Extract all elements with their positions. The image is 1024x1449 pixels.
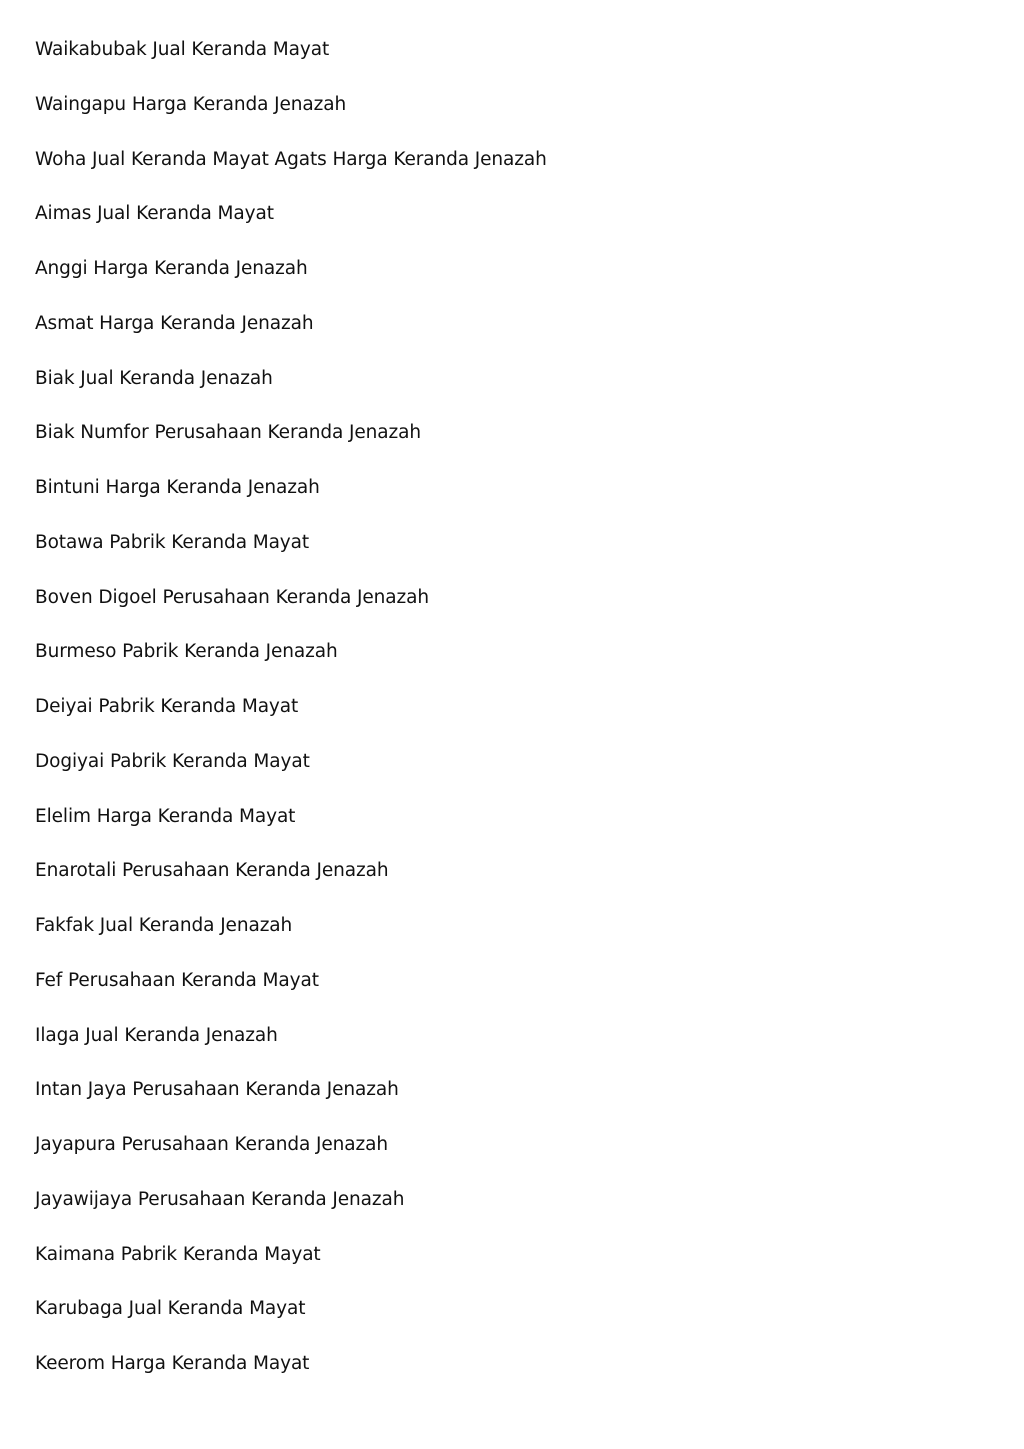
text-line: Boven Digoel Perusahaan Keranda Jenazah xyxy=(35,586,429,608)
text-line: Aimas Jual Keranda Mayat xyxy=(35,203,274,225)
text-line: Jayapura Perusahaan Keranda Jenazah xyxy=(35,1134,388,1155)
text-line: Intan Jaya Perusahaan Keranda Jenazah xyxy=(35,1079,399,1101)
text-line: Bintuni Harga Keranda Jenazah xyxy=(35,477,320,498)
text-line: Enarotali Perusahaan Keranda Jenazah xyxy=(35,860,389,882)
text-line: Burmeso Pabrik Keranda Jenazah xyxy=(35,641,338,663)
text-line: Anggi Harga Keranda Jenazah xyxy=(35,258,308,279)
text-line-list xyxy=(35,36,995,1405)
text-line: Biak Jual Keranda Jenazah xyxy=(35,367,273,389)
text-line: Kaimana Pabrik Keranda Mayat xyxy=(35,1243,321,1265)
text-line: Botawa Pabrik Keranda Mayat xyxy=(35,531,310,553)
text-line: Woha Jual Keranda Mayat Agats Harga Keranda Jenazah xyxy=(35,148,547,170)
text-line: Jayawijaya Perusahaan Keranda Jenazah xyxy=(35,1188,405,1210)
text-line: Deiyai Pabrik Keranda Mayat xyxy=(35,696,299,717)
text-line: Fakfak Jual Keranda Jenazah xyxy=(35,915,293,936)
text-line: Waingapu Harga Keranda Jenazah xyxy=(35,93,347,115)
text-line: Dogiyai Pabrik Keranda Mayat xyxy=(35,750,310,772)
text-line: Karubaga Jual Keranda Mayat xyxy=(35,1298,306,1320)
text-line: Ilaga Jual Keranda Jenazah xyxy=(35,1024,278,1046)
text-line: Waikabubak Jual Keranda Mayat xyxy=(35,39,330,60)
text-line: Elelim Harga Keranda Mayat xyxy=(35,805,296,827)
text-line: Keerom Harga Keranda Mayat xyxy=(35,1353,310,1374)
text-line: Fef Perusahaan Keranda Mayat xyxy=(35,969,319,991)
text-line: Biak Numfor Perusahaan Keranda Jenazah xyxy=(35,422,421,444)
text-line: Asmat Harga Keranda Jenazah xyxy=(35,312,314,334)
